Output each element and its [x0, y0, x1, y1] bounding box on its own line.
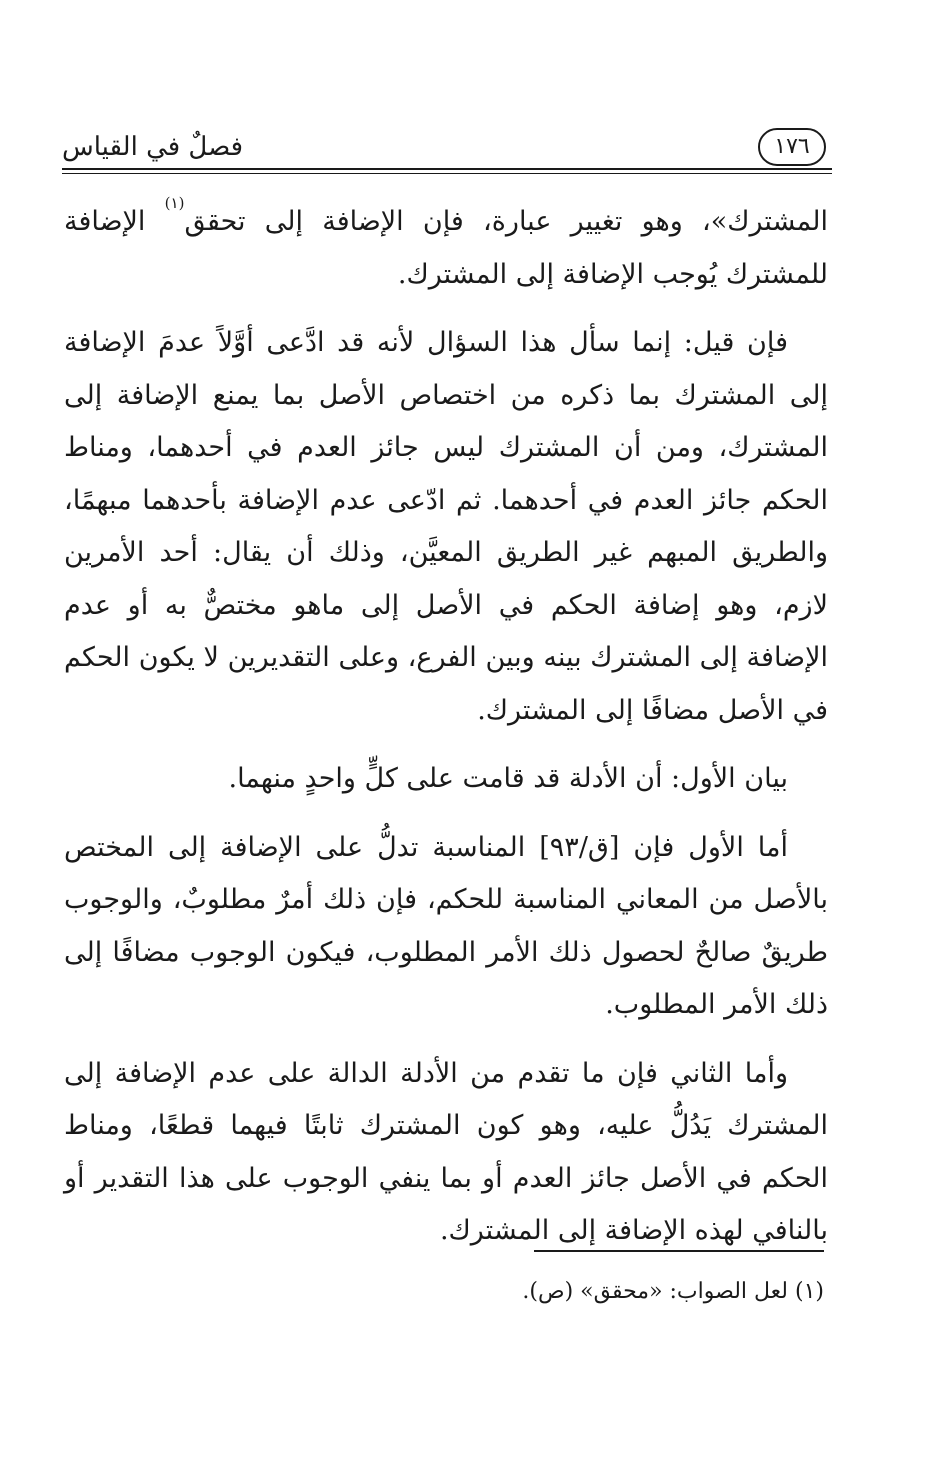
- footnote-text: لعل الصواب: «محقق» (ص).: [522, 1279, 788, 1304]
- paragraph-5: وأما الثاني فإن ما تقدم من الأدلة الدالة على عدم الإضافة إلى المشترك يَدُلُّ عليه، وهو كون المشترك ثابتًا فيهما قطعًا، ومناط الحكم في الأصل جائز العدم أو بما ينفي الوجوب على هذا التقدير أو بالنافي لهذه الإضافة إلى المشترك.: [64, 1057, 828, 1246]
- paragraph-2: فإن قيل: إنما سأل هذا السؤال لأنه قد ادَّعى أوَّلاً عدمَ الإضافة إلى المشترك بما ذكره من اختصاص الأصل بما يمنع الإضافة إلى المشترك، ومن أن المشترك ليس جائز العدم في أحدهما، ومناط الحكم جائز العدم في أحدهما. ثم ادّعى عدم الإضافة بأحدهما مبهمًا، والطريق المبهم غير الطريق المعيَّن، وذلك أن يقال: أحد الأمرين لازم، وهو إضافة الحكم في الأصل إلى ماهو مختصٌّ به أو عدم الإضافة إلى المشترك بينه وبين الفرع، وعلى التقديرين لا يكون الحكم في الأصل مضافًا إلى المشترك.: [64, 327, 828, 726]
- page-header: [62, 124, 832, 176]
- paragraph-1-before: المشترك»، وهو تغيير عبارة، فإن الإضافة إلى تحقق: [184, 206, 828, 237]
- footnote-reference: (١): [164, 194, 185, 212]
- footnote-1: [124, 1272, 824, 1312]
- header-rule-thin: [62, 173, 832, 174]
- main-text: [64, 196, 828, 1258]
- paragraph-1-after: الإضافة للمشترك يُوجب الإضافة إلى المشترك.: [64, 206, 828, 290]
- footnote-separator: [534, 1250, 824, 1252]
- page-number-badge: ١٧٦: [758, 128, 826, 166]
- paragraph-4: أما الأول فإن [ق/٩٣] المناسبة تدلُّ على الإضافة إلى المختص بالأصل من المعاني المناسبة للحكم، فإن ذلك أمرٌ مطلوبٌ، والوجوب طريقٌ صالحٌ لحصول ذلك الأمر المطلوب، فيكون الوجوب مضافًا إلى ذلك الأمر المطلوب.: [64, 831, 828, 1020]
- running-header-title: فصلٌ في القياس: [62, 132, 244, 162]
- header-rule: [62, 168, 832, 170]
- paragraph-3: بيان الأول: أن الأدلة قد قامت على كلٍّ واحدٍ منهما.: [228, 763, 788, 794]
- paragraph-1: [64, 196, 828, 301]
- footnote-marker: (١): [794, 1279, 824, 1304]
